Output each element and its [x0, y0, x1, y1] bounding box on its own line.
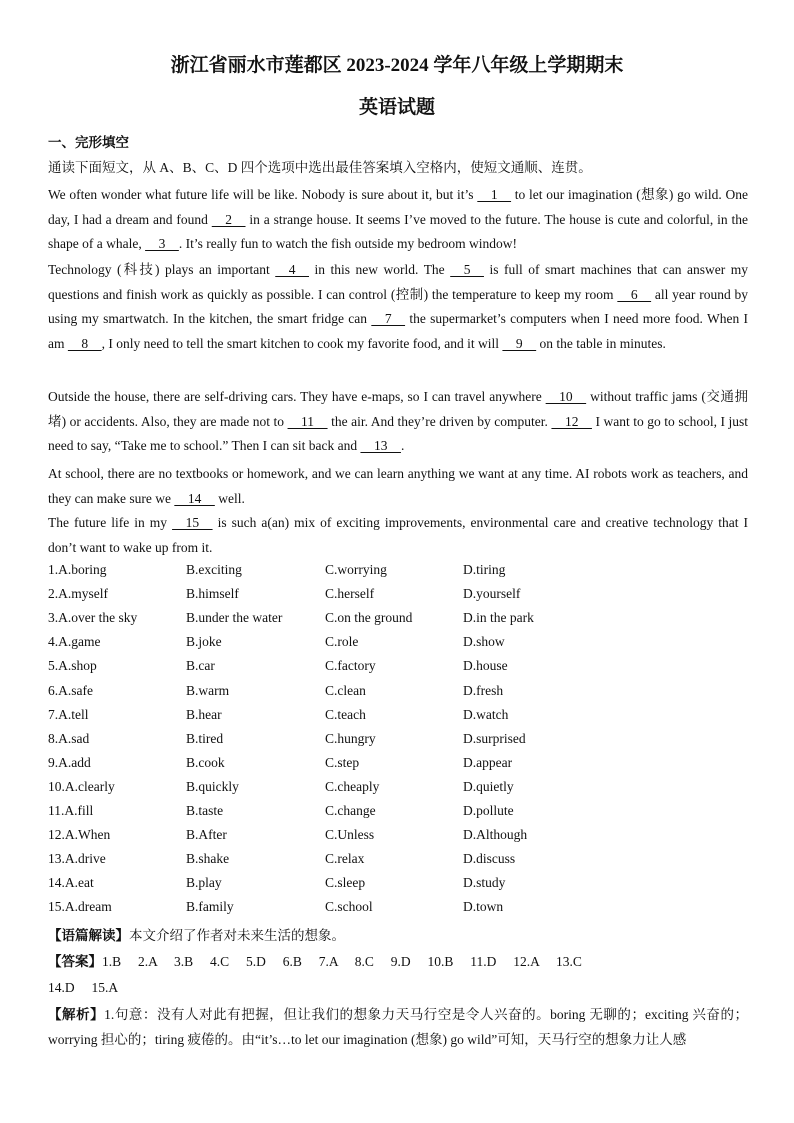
option-row	[48, 610, 748, 632]
option-choice: 14.A.eat	[48, 875, 94, 891]
option-choice: B.After	[186, 827, 227, 843]
answer-blank: 8	[67, 335, 102, 351]
passage-text: The future life in my	[48, 515, 173, 530]
answer-blank: 7	[371, 311, 406, 326]
passage-paragraph	[48, 385, 748, 459]
option-choice: D.study	[463, 875, 506, 891]
answer-blank: 9	[502, 335, 537, 351]
option-row	[48, 586, 748, 608]
option-choice: D.tiring	[463, 562, 506, 577]
option-choice: D.watch	[463, 706, 509, 722]
passage-text: the supermarket’s computers when I need more food. When I am	[48, 311, 748, 351]
option-choice: 12.A.When	[48, 827, 111, 843]
option-choice: B.joke	[186, 634, 222, 650]
option-choice: C.step	[325, 754, 360, 770]
option-choice: B.under the water	[186, 610, 283, 626]
option-choice: C.school	[325, 899, 373, 915]
option-choice: 13.A.drive	[48, 851, 106, 867]
option-choice: 4.A.game	[48, 634, 101, 650]
passage-text: .	[400, 438, 405, 453]
answer-blank: 12	[551, 413, 592, 429]
answers-line-2: 14.D 15.A	[48, 980, 119, 995]
analysis-label: 【解析】	[48, 1007, 105, 1022]
reading-note	[48, 924, 748, 949]
passage-text: Outside the house, there are self-driving cars. They have e-maps, so I can travel anywhere	[48, 389, 546, 404]
option-choice: C.clean	[325, 682, 366, 698]
option-choice: B.family	[186, 899, 234, 915]
option-choice: C.change	[325, 803, 376, 818]
answer-blank: 14	[174, 490, 215, 506]
option-choice: B.car	[186, 658, 215, 674]
answers-line-1: 1.B 2.A 3.B 4.C 5.D 6.B 7.A 8.C 9.D 10.B 11.D 12.A 13.C	[102, 954, 582, 969]
answer-blank: 2	[211, 211, 246, 227]
option-row	[48, 779, 748, 801]
option-choice: 15.A.dream	[48, 899, 112, 915]
option-choice: D.surprised	[463, 730, 526, 746]
answer-blank: 13	[360, 438, 401, 453]
option-choice: C.role	[325, 634, 359, 650]
answer-blank: 5	[450, 262, 484, 277]
analysis-block	[48, 1003, 748, 1052]
option-choice: B.play	[186, 875, 222, 891]
option-choice: B.taste	[186, 803, 224, 818]
option-choice: B.cook	[186, 754, 225, 770]
answer-blank: 15	[172, 515, 213, 530]
option-row	[48, 731, 748, 753]
reading-label: 【语篇解读】	[48, 928, 129, 943]
option-choice: 5.A.shop	[48, 658, 97, 674]
option-choice: C.factory	[325, 658, 376, 674]
answer-blank: 1	[477, 187, 512, 202]
analysis-text: 1.句意：没有人对此有把握，但让我们的想象力天马行空是令人兴奋的。boring 无聊的；exciting 兴奋的；worrying 担心的；tiring 疲倦的。由“it’s…to let our imagination (想象) go wild”可知，天马行空的想象力让人感	[48, 1007, 748, 1047]
answer-blank: 11	[287, 413, 328, 429]
passage-text: to let our imagination (想象) go wild. One day, I had a dream and found	[48, 187, 749, 227]
option-choice: D.town	[463, 899, 504, 915]
option-choice: C.Unless	[325, 827, 375, 843]
option-choice: 8.A.sad	[48, 730, 90, 746]
passage-text: , I only need to tell the smart kitchen to cook my favorite food, and it will	[101, 335, 503, 351]
option-choice: 1.A.boring	[48, 562, 107, 577]
option-choice: 2.A.myself	[48, 586, 108, 602]
option-choice: D.appear	[463, 754, 513, 770]
answer-blank: 4	[275, 262, 309, 277]
option-choice: B.tired	[186, 730, 224, 746]
option-choice: C.cheaply	[325, 778, 380, 794]
option-row	[48, 683, 748, 705]
reading-text: 本文介绍了作者对未来生活的想象。	[129, 928, 345, 943]
page-subtitle: 英语试题	[358, 97, 435, 118]
option-row	[48, 803, 748, 825]
passage-text: We often wonder what future life will be like. Nobody is sure about it, but it’s	[48, 187, 478, 202]
passage-text: without traffic jams (交通拥堵) or accidents. Also, they are made not to	[48, 389, 748, 429]
option-choice: C.relax	[325, 851, 365, 867]
option-choice: D.fresh	[463, 682, 504, 698]
passage-text: is such a(an) mix of exciting improvements, environmental care and creative technology that I don’t want to wake up from it.	[48, 515, 749, 555]
section-heading: 一、完形填空	[48, 135, 129, 150]
option-row	[48, 707, 748, 729]
option-choice: B.exciting	[186, 562, 242, 577]
option-row	[48, 562, 748, 584]
option-choice: D.house	[463, 658, 508, 674]
option-choice: D.show	[463, 634, 505, 650]
option-choice: C.on the ground	[325, 610, 413, 626]
option-choice: C.sleep	[325, 875, 366, 891]
passage-text: on the table in minutes.	[536, 335, 666, 351]
option-choice: B.quickly	[186, 778, 239, 794]
option-choice: 11.A.fill	[48, 803, 94, 818]
instruction-text: 通读下面短文，从 A、B、C、D 四个选项中选出最佳答案填入空格内，使短文通顺、连贯。	[48, 160, 592, 175]
option-choice: D.Although	[463, 827, 528, 843]
option-choice: 3.A.over the sky	[48, 610, 138, 626]
passage-paragraph	[48, 258, 748, 356]
passage-text: . It’s really fun to watch the fish outside my bedroom window!	[178, 236, 518, 251]
option-choice: B.shake	[186, 851, 230, 867]
passage-text: in this new world. The	[309, 262, 451, 277]
passage-text: is full of smart machines that can answer my questions and finish work as quickly as possible. I can control (控制) the temperature to keep my room	[48, 262, 749, 302]
passage-text: At school, there are no textbooks or homework, and we can learn anything we want at any time. AI robots work as teachers, and they can make sure we	[48, 466, 748, 506]
passage-paragraph	[48, 183, 748, 257]
option-choice: D.quietly	[463, 778, 514, 794]
answer-label: 【答案】	[48, 954, 102, 969]
page-title: 浙江省丽水市莲都区 2023-2024 学年八年级上学期期末	[170, 55, 624, 76]
option-choice: D.yourself	[463, 586, 521, 602]
option-choice: C.herself	[325, 586, 375, 602]
answer-blank: 6	[617, 286, 652, 302]
option-row	[48, 875, 748, 897]
option-choice: 7.A.tell	[48, 706, 89, 722]
option-row	[48, 658, 748, 680]
option-choice: B.himself	[186, 586, 239, 602]
answer-blank: 10	[545, 389, 587, 404]
option-row	[48, 755, 748, 777]
option-row	[48, 899, 748, 921]
passage-text: all year round by using my smartwatch. In the kitchen, the smart fridge can	[48, 286, 748, 326]
passage-paragraph	[48, 462, 748, 511]
option-row	[48, 634, 748, 656]
answer-blank: 3	[145, 236, 179, 251]
option-row	[48, 827, 748, 849]
option-choice: D.pollute	[463, 803, 514, 818]
option-choice: D.discuss	[463, 851, 516, 867]
option-choice: B.hear	[186, 706, 222, 722]
option-choice: 6.A.safe	[48, 682, 93, 698]
option-choice: D.in the park	[463, 610, 534, 626]
option-choice: 9.A.add	[48, 754, 91, 770]
passage-text: Technology (科技) plays an important	[48, 262, 276, 277]
passage-text: I want to go to school, I just need to say, “Take me to school.” Then I can sit back and	[48, 413, 748, 453]
passage-text: well.	[214, 490, 245, 506]
passage-text: in a strange house. It seems I’ve moved to the future. The house is cute and colorful, in the shape of a whale,	[48, 211, 748, 251]
option-row	[48, 851, 748, 873]
answer-line	[48, 950, 748, 975]
passage-text: the air. And they’re driven by computer.	[327, 413, 552, 429]
option-choice: B.warm	[186, 682, 230, 698]
passage-paragraph	[48, 511, 748, 560]
option-choice: 10.A.clearly	[48, 778, 115, 794]
option-choice: C.worrying	[325, 562, 387, 577]
option-choice: C.teach	[325, 706, 366, 722]
option-choice: C.hungry	[325, 730, 376, 746]
